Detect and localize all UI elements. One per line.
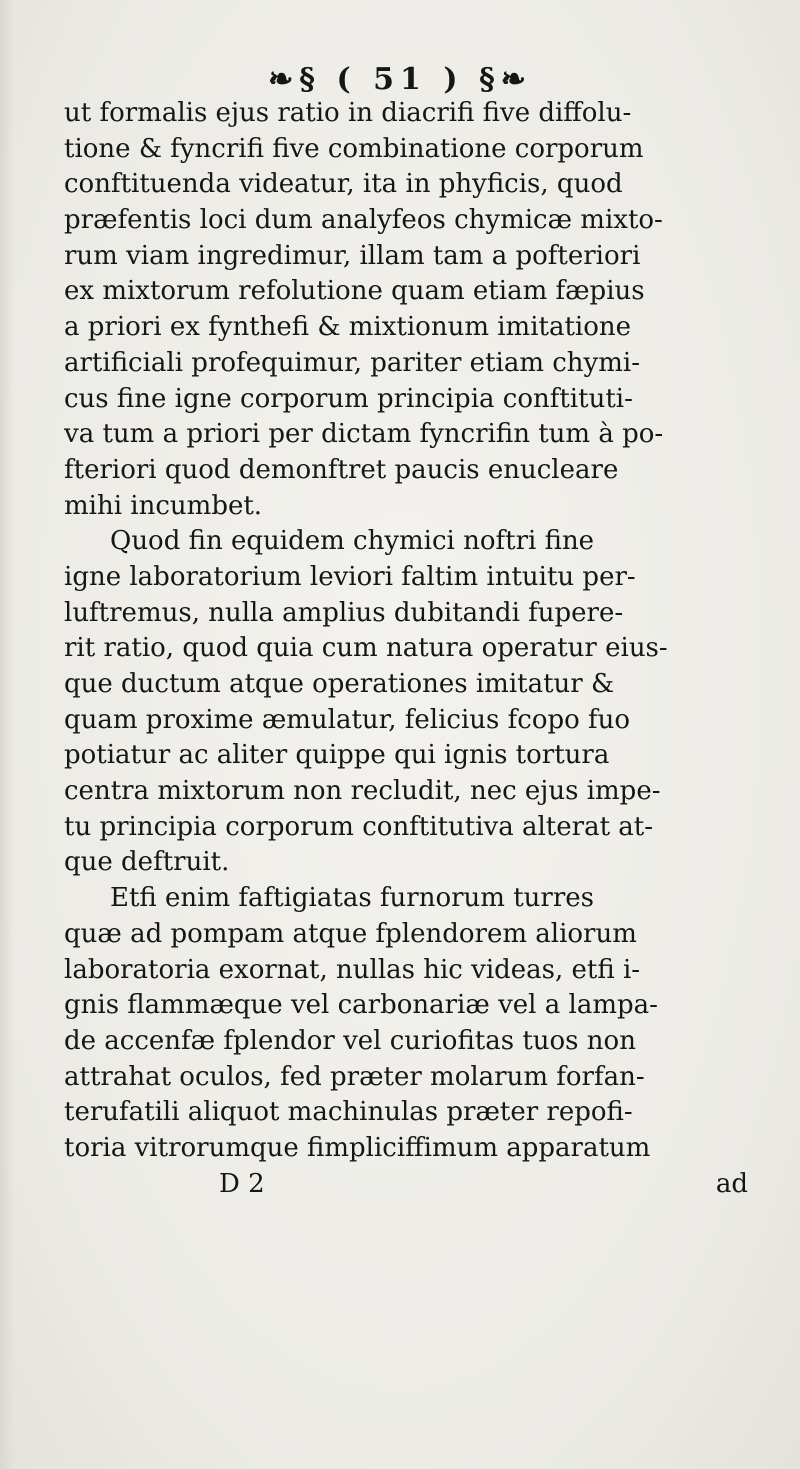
text-line: rum viam ingredimur, illam tam a pofteriori <box>64 240 641 271</box>
paragraph-start-line: Etfi enim faftigiatas furnorum turres <box>110 883 594 914</box>
text-line: attrahat oculos, fed præter molarum forfan- <box>64 1061 645 1092</box>
text-line: gnis flammæque vel carbonariæ vel a lampa- <box>64 990 658 1021</box>
text-line: ex mixtorum refolutione quam etiam fæpius <box>64 276 645 307</box>
text-line: mihi incumbet. <box>64 490 263 521</box>
body-text <box>64 96 764 1202</box>
text-line: igne laboratorium leviori faltim intuitu per- <box>64 561 636 592</box>
text-line: tu principia corporum conftitutiva alterat at- <box>64 811 654 842</box>
text-line: terufatili aliquot machinulas præter repofi- <box>64 1097 633 1128</box>
text-line: rit ratio, quod quia cum natura operatur eius- <box>64 633 668 664</box>
text-line: cus fine igne corporum principia conftituti- <box>64 383 633 414</box>
text-line: toria vitrorumque fimpliciffimum apparatum <box>64 1132 651 1163</box>
page-footer <box>64 1167 764 1203</box>
text-line: va tum a priori per dictam fyncrifin tum à po- <box>64 419 664 450</box>
text-line: fteriori quod demonftret paucis enucleare <box>64 454 619 485</box>
text-line: conftituenda videatur, ita in phyficis, quod <box>64 169 623 200</box>
page-gutter <box>0 0 14 1469</box>
text-line: præfentis loci dum analyfeos chymicæ mixto- <box>64 205 663 236</box>
text-line: ut formalis ejus ratio in diacrifi five diffolu- <box>64 98 632 128</box>
header-left-ornament: ❧§ <box>268 62 321 97</box>
text-line: luftremus, nulla amplius dubitandi fupere- <box>64 597 624 628</box>
signature-mark: D 2 <box>219 1168 265 1199</box>
text-line: de accenfæ fplendor vel curiofitas tuos non <box>64 1025 636 1056</box>
page-header <box>0 60 800 100</box>
text-line: a priori ex fynthefi & mixtionum imitatione <box>64 312 632 343</box>
catchword: ad <box>715 1168 748 1199</box>
text-line: quæ ad pompam atque fplendorem aliorum <box>64 918 637 949</box>
text-line: artificiali profequimur, pariter etiam chymi- <box>64 347 640 378</box>
header-right-ornament: §❧ <box>479 62 532 97</box>
text-line: que deftruit. <box>64 847 230 878</box>
page-number: ( 51 ) <box>336 62 464 97</box>
text-line: quam proxime æmulatur, felicius fcopo fuo <box>64 704 631 735</box>
text-line: tione & fyncrifi five combinatione corporum <box>64 133 644 164</box>
text-line: laboratoria exornat, nullas hic videas, etfi i- <box>64 954 641 985</box>
text-line: que ductum atque operationes imitatur & <box>64 669 615 699</box>
paragraph-start-line: Quod fin equidem chymici noftri fine <box>110 526 595 557</box>
text-line: centra mixtorum non recludit, nec ejus impe- <box>64 776 661 807</box>
text-line: potiatur ac aliter quippe qui ignis tortura <box>64 740 610 771</box>
